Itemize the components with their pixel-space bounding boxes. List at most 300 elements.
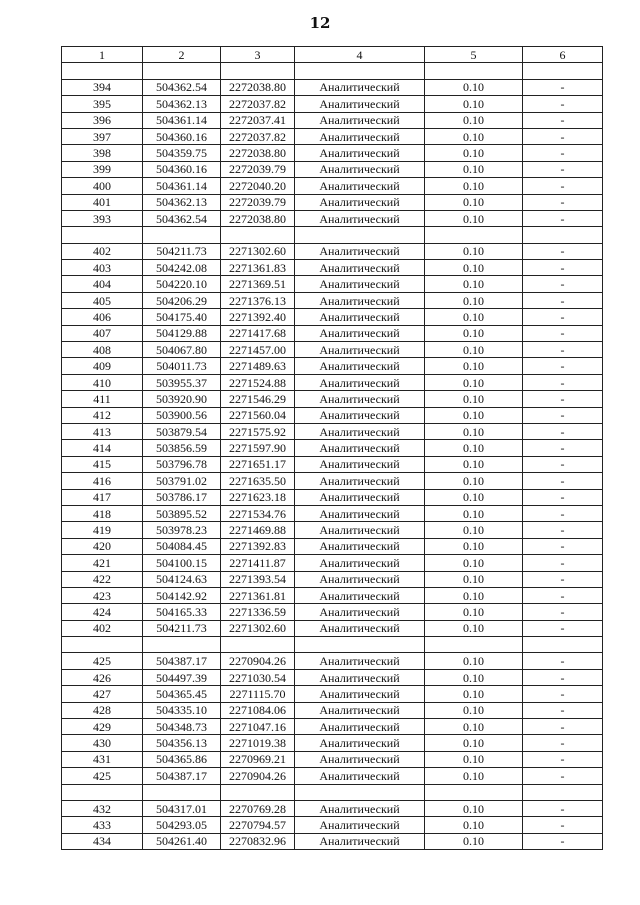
table-cell: Аналитический — [295, 358, 425, 374]
table-row — [62, 227, 603, 243]
table-cell: 2271534.76 — [221, 505, 295, 521]
table-cell: - — [523, 276, 603, 292]
table-cell: 0.10 — [425, 800, 523, 816]
table-cell: - — [523, 473, 603, 489]
table-cell — [221, 784, 295, 800]
table-cell: 2271361.83 — [221, 260, 295, 276]
table-cell: Аналитический — [295, 505, 425, 521]
table-cell: 0.10 — [425, 440, 523, 456]
table-cell: 422 — [62, 571, 143, 587]
table-cell: Аналитический — [295, 407, 425, 423]
table-cell: 401 — [62, 194, 143, 210]
table-cell: 396 — [62, 112, 143, 128]
table-cell: - — [523, 309, 603, 325]
table-cell: Аналитический — [295, 751, 425, 767]
table-cell: 2272037.82 — [221, 128, 295, 144]
table-cell: 0.10 — [425, 210, 523, 226]
table-cell: Аналитический — [295, 374, 425, 390]
table-cell: 395 — [62, 96, 143, 112]
table-cell: 0.10 — [425, 325, 523, 341]
table-cell — [295, 637, 425, 653]
table-cell: Аналитический — [295, 161, 425, 177]
table-cell: 2271047.16 — [221, 719, 295, 735]
table-cell: 0.10 — [425, 276, 523, 292]
table-cell: 0.10 — [425, 96, 523, 112]
table-row — [62, 96, 603, 112]
table-row — [62, 522, 603, 538]
table-cell: 407 — [62, 325, 143, 341]
table-cell: 0.10 — [425, 686, 523, 702]
table-cell: - — [523, 358, 603, 374]
table-cell: Аналитический — [295, 522, 425, 538]
table-cell: 0.10 — [425, 735, 523, 751]
table-cell: 2271376.13 — [221, 292, 295, 308]
table-cell: 425 — [62, 653, 143, 669]
table-cell: 0.10 — [425, 768, 523, 784]
table-cell: 504211.73 — [143, 243, 221, 259]
table-cell: 0.10 — [425, 620, 523, 636]
table-row — [62, 391, 603, 407]
table-cell: 0.10 — [425, 653, 523, 669]
table-cell: 2270969.21 — [221, 751, 295, 767]
table-cell: - — [523, 243, 603, 259]
table-cell: - — [523, 342, 603, 358]
table-cell: 414 — [62, 440, 143, 456]
table-cell: 504359.75 — [143, 145, 221, 161]
table-row — [62, 800, 603, 816]
table-cell: Аналитический — [295, 817, 425, 833]
table-cell: - — [523, 555, 603, 571]
table-cell: 503796.78 — [143, 456, 221, 472]
table-row — [62, 325, 603, 341]
table-cell: 430 — [62, 735, 143, 751]
table-cell: Аналитический — [295, 96, 425, 112]
table-cell: 0.10 — [425, 489, 523, 505]
table-cell: - — [523, 96, 603, 112]
table-row — [62, 309, 603, 325]
table-cell: 0.10 — [425, 571, 523, 587]
table-cell: - — [523, 653, 603, 669]
table-row — [62, 604, 603, 620]
table-cell: 0.10 — [425, 522, 523, 538]
table-cell: 412 — [62, 407, 143, 423]
table-cell: 2271635.50 — [221, 473, 295, 489]
table-cell: Аналитический — [295, 587, 425, 603]
table-cell: 423 — [62, 587, 143, 603]
table-cell: 2271560.04 — [221, 407, 295, 423]
table-cell: 2272037.82 — [221, 96, 295, 112]
table-row — [62, 768, 603, 784]
table-cell: 415 — [62, 456, 143, 472]
table-row — [62, 161, 603, 177]
table-cell: Аналитический — [295, 178, 425, 194]
table-cell — [523, 637, 603, 653]
table-cell: 2270769.28 — [221, 800, 295, 816]
table-row — [62, 686, 603, 702]
table-row — [62, 456, 603, 472]
table-cell: 2271302.60 — [221, 620, 295, 636]
table-cell: 504360.16 — [143, 128, 221, 144]
table-cell — [143, 227, 221, 243]
table-cell: 399 — [62, 161, 143, 177]
table-cell: 0.10 — [425, 243, 523, 259]
table-cell: 429 — [62, 719, 143, 735]
column-header: 3 — [221, 47, 295, 63]
table-cell: 503900.56 — [143, 407, 221, 423]
table-cell — [221, 637, 295, 653]
table-cell: 504175.40 — [143, 309, 221, 325]
table-cell: 426 — [62, 669, 143, 685]
table-cell — [143, 784, 221, 800]
table-cell: 434 — [62, 833, 143, 849]
table-cell: - — [523, 128, 603, 144]
table-body — [62, 63, 603, 850]
table-cell: - — [523, 210, 603, 226]
table-row — [62, 555, 603, 571]
table-cell: - — [523, 817, 603, 833]
table-cell: 504142.92 — [143, 587, 221, 603]
table-cell: 406 — [62, 309, 143, 325]
table-cell: 0.10 — [425, 555, 523, 571]
table-cell: 504362.54 — [143, 79, 221, 95]
table-cell: 0.10 — [425, 128, 523, 144]
table-cell: 2271651.17 — [221, 456, 295, 472]
table-row — [62, 407, 603, 423]
table-cell — [221, 63, 295, 79]
table-cell: Аналитический — [295, 423, 425, 439]
table-cell: - — [523, 161, 603, 177]
table-cell: 504124.63 — [143, 571, 221, 587]
table-cell: 411 — [62, 391, 143, 407]
table-row — [62, 358, 603, 374]
table-cell: Аналитический — [295, 538, 425, 554]
table-cell: 421 — [62, 555, 143, 571]
table-cell: - — [523, 391, 603, 407]
table-cell: 503920.90 — [143, 391, 221, 407]
page-number: 12 — [309, 14, 331, 32]
column-header: 1 — [62, 47, 143, 63]
table-cell: 433 — [62, 817, 143, 833]
table-cell: 504362.13 — [143, 96, 221, 112]
table-cell: Аналитический — [295, 325, 425, 341]
table-cell: 393 — [62, 210, 143, 226]
table-row — [62, 637, 603, 653]
table-cell: 504356.13 — [143, 735, 221, 751]
table-row — [62, 260, 603, 276]
table-cell: Аналитический — [295, 555, 425, 571]
header-row — [62, 47, 603, 63]
table-cell — [295, 784, 425, 800]
table-cell: - — [523, 194, 603, 210]
table-cell: 504362.13 — [143, 194, 221, 210]
table-cell: 424 — [62, 604, 143, 620]
table-cell: 0.10 — [425, 833, 523, 849]
table-cell: 405 — [62, 292, 143, 308]
table-cell: Аналитический — [295, 489, 425, 505]
table-cell: 409 — [62, 358, 143, 374]
table-cell: Аналитический — [295, 391, 425, 407]
table-cell: Аналитический — [295, 800, 425, 816]
table-cell: - — [523, 735, 603, 751]
table-cell: Аналитический — [295, 604, 425, 620]
table-cell: 2271084.06 — [221, 702, 295, 718]
table-row — [62, 653, 603, 669]
table-cell: 504129.88 — [143, 325, 221, 341]
table-cell: Аналитический — [295, 702, 425, 718]
table-cell: Аналитический — [295, 112, 425, 128]
table-cell: 504084.45 — [143, 538, 221, 554]
table-cell: Аналитический — [295, 571, 425, 587]
table-cell: 504497.39 — [143, 669, 221, 685]
table-cell: Аналитический — [295, 768, 425, 784]
table-cell: 2271392.40 — [221, 309, 295, 325]
table-cell: 416 — [62, 473, 143, 489]
table-cell: - — [523, 800, 603, 816]
table-cell: 504387.17 — [143, 653, 221, 669]
table-cell: 504242.08 — [143, 260, 221, 276]
table-cell: 0.10 — [425, 342, 523, 358]
table-cell: 0.10 — [425, 817, 523, 833]
table-cell: 419 — [62, 522, 143, 538]
table-cell — [221, 227, 295, 243]
table-cell — [523, 63, 603, 79]
table-cell: 2271546.29 — [221, 391, 295, 407]
table-cell: 2272038.80 — [221, 145, 295, 161]
table-cell — [425, 637, 523, 653]
table-cell: Аналитический — [295, 276, 425, 292]
table-cell: 413 — [62, 423, 143, 439]
table-cell: 2271336.59 — [221, 604, 295, 620]
table-cell: 402 — [62, 243, 143, 259]
table-cell: Аналитический — [295, 653, 425, 669]
table-cell: Аналитический — [295, 719, 425, 735]
table-cell: 0.10 — [425, 407, 523, 423]
table-cell: 504317.01 — [143, 800, 221, 816]
table-cell: 503879.54 — [143, 423, 221, 439]
table-cell: 2271030.54 — [221, 669, 295, 685]
table-cell: Аналитический — [295, 456, 425, 472]
table-cell — [523, 784, 603, 800]
table-cell: - — [523, 489, 603, 505]
table-cell: 427 — [62, 686, 143, 702]
table-cell: Аналитический — [295, 292, 425, 308]
table-cell — [425, 227, 523, 243]
table-cell: 2271469.88 — [221, 522, 295, 538]
table-cell: 2271115.70 — [221, 686, 295, 702]
table-cell: 402 — [62, 620, 143, 636]
table-cell: - — [523, 325, 603, 341]
table-cell: Аналитический — [295, 669, 425, 685]
table-cell: 0.10 — [425, 538, 523, 554]
table-cell: 503955.37 — [143, 374, 221, 390]
table-cell: 0.10 — [425, 505, 523, 521]
table-cell: 504362.54 — [143, 210, 221, 226]
table-cell: Аналитический — [295, 210, 425, 226]
table-cell: 0.10 — [425, 374, 523, 390]
table-cell: 2271575.92 — [221, 423, 295, 439]
table-cell — [143, 637, 221, 653]
table-row — [62, 489, 603, 505]
table-cell: 2271597.90 — [221, 440, 295, 456]
table-cell: 0.10 — [425, 194, 523, 210]
table-cell: - — [523, 505, 603, 521]
table-cell — [62, 637, 143, 653]
table-cell: 504361.14 — [143, 178, 221, 194]
column-header: 4 — [295, 47, 425, 63]
table-row — [62, 194, 603, 210]
table-cell: 432 — [62, 800, 143, 816]
table-cell: 0.10 — [425, 145, 523, 161]
table-cell — [295, 227, 425, 243]
table-cell: Аналитический — [295, 309, 425, 325]
table-cell — [295, 63, 425, 79]
table-cell: 0.10 — [425, 604, 523, 620]
table-row — [62, 735, 603, 751]
table-cell: 2270904.26 — [221, 653, 295, 669]
table-cell: 394 — [62, 79, 143, 95]
table-cell: 504360.16 — [143, 161, 221, 177]
table-cell: 2271489.63 — [221, 358, 295, 374]
table-cell: 2272038.80 — [221, 210, 295, 226]
table-cell — [62, 63, 143, 79]
table-cell: 0.10 — [425, 669, 523, 685]
table-cell: 2272040.20 — [221, 178, 295, 194]
table-cell: - — [523, 374, 603, 390]
table-cell: 408 — [62, 342, 143, 358]
table-cell: 0.10 — [425, 358, 523, 374]
table-row — [62, 817, 603, 833]
table-cell: 503786.17 — [143, 489, 221, 505]
table-cell: 503895.52 — [143, 505, 221, 521]
table-cell: - — [523, 620, 603, 636]
table-cell: 0.10 — [425, 79, 523, 95]
table-cell: 2271019.38 — [221, 735, 295, 751]
column-header: 6 — [523, 47, 603, 63]
table-row — [62, 571, 603, 587]
table-cell: - — [523, 719, 603, 735]
table-cell: 0.10 — [425, 751, 523, 767]
table-cell: - — [523, 587, 603, 603]
table-row — [62, 374, 603, 390]
table-cell: Аналитический — [295, 473, 425, 489]
table-cell: - — [523, 292, 603, 308]
table-cell — [62, 227, 143, 243]
table-cell: - — [523, 522, 603, 538]
table-cell: 503791.02 — [143, 473, 221, 489]
table-cell: 403 — [62, 260, 143, 276]
table-cell: Аналитический — [295, 128, 425, 144]
table-row — [62, 342, 603, 358]
table-row — [62, 145, 603, 161]
table-cell: 420 — [62, 538, 143, 554]
table-cell: - — [523, 833, 603, 849]
table-row — [62, 276, 603, 292]
table-cell: Аналитический — [295, 243, 425, 259]
table-cell: - — [523, 145, 603, 161]
table-cell: Аналитический — [295, 260, 425, 276]
table-cell: 0.10 — [425, 112, 523, 128]
table-cell: - — [523, 440, 603, 456]
table-cell: 398 — [62, 145, 143, 161]
table-row — [62, 243, 603, 259]
table-cell: Аналитический — [295, 620, 425, 636]
table-row — [62, 63, 603, 79]
table-cell: 504211.73 — [143, 620, 221, 636]
table-cell: 425 — [62, 768, 143, 784]
table-cell: - — [523, 751, 603, 767]
table-cell: - — [523, 669, 603, 685]
table-row — [62, 178, 603, 194]
table-cell: 0.10 — [425, 292, 523, 308]
table-cell: 2272039.79 — [221, 161, 295, 177]
table-cell: - — [523, 178, 603, 194]
table-cell: 504206.29 — [143, 292, 221, 308]
table-cell: - — [523, 702, 603, 718]
table-row — [62, 751, 603, 767]
table-cell: 2272038.80 — [221, 79, 295, 95]
table-cell: 431 — [62, 751, 143, 767]
table-cell: 504220.10 — [143, 276, 221, 292]
table-cell: 2271369.51 — [221, 276, 295, 292]
table-cell: 2271302.60 — [221, 243, 295, 259]
table-cell: 397 — [62, 128, 143, 144]
table-cell: 0.10 — [425, 702, 523, 718]
table-row — [62, 833, 603, 849]
table-cell: - — [523, 79, 603, 95]
table-cell: 504348.73 — [143, 719, 221, 735]
table-row — [62, 292, 603, 308]
table-cell: 2272039.79 — [221, 194, 295, 210]
table-row — [62, 587, 603, 603]
table-row — [62, 620, 603, 636]
table-cell: 2271392.83 — [221, 538, 295, 554]
table-cell: 2271457.00 — [221, 342, 295, 358]
table-cell: Аналитический — [295, 79, 425, 95]
table-row — [62, 128, 603, 144]
table-cell: - — [523, 456, 603, 472]
table-cell: Аналитический — [295, 735, 425, 751]
table-cell: 2271361.81 — [221, 587, 295, 603]
table-cell: 2270904.26 — [221, 768, 295, 784]
table-cell: 2271393.54 — [221, 571, 295, 587]
table-cell: 503978.23 — [143, 522, 221, 538]
table-cell: Аналитический — [295, 833, 425, 849]
table-cell: 504335.10 — [143, 702, 221, 718]
table-cell: - — [523, 768, 603, 784]
table-cell: Аналитический — [295, 145, 425, 161]
table-cell: 2272037.41 — [221, 112, 295, 128]
table-row — [62, 719, 603, 735]
table-cell: 0.10 — [425, 309, 523, 325]
column-header: 5 — [425, 47, 523, 63]
table-cell: 504293.05 — [143, 817, 221, 833]
table-cell: - — [523, 112, 603, 128]
table-cell: 0.10 — [425, 260, 523, 276]
table-cell: 0.10 — [425, 423, 523, 439]
table-cell — [523, 227, 603, 243]
table-cell: 0.10 — [425, 161, 523, 177]
table-cell: - — [523, 423, 603, 439]
table-cell: - — [523, 260, 603, 276]
table-row — [62, 210, 603, 226]
table-cell: Аналитический — [295, 342, 425, 358]
table-cell: 410 — [62, 374, 143, 390]
table-cell: 428 — [62, 702, 143, 718]
table-cell: 504067.80 — [143, 342, 221, 358]
table-cell: 2270832.96 — [221, 833, 295, 849]
table-cell: 2271417.68 — [221, 325, 295, 341]
table-cell: 504165.33 — [143, 604, 221, 620]
